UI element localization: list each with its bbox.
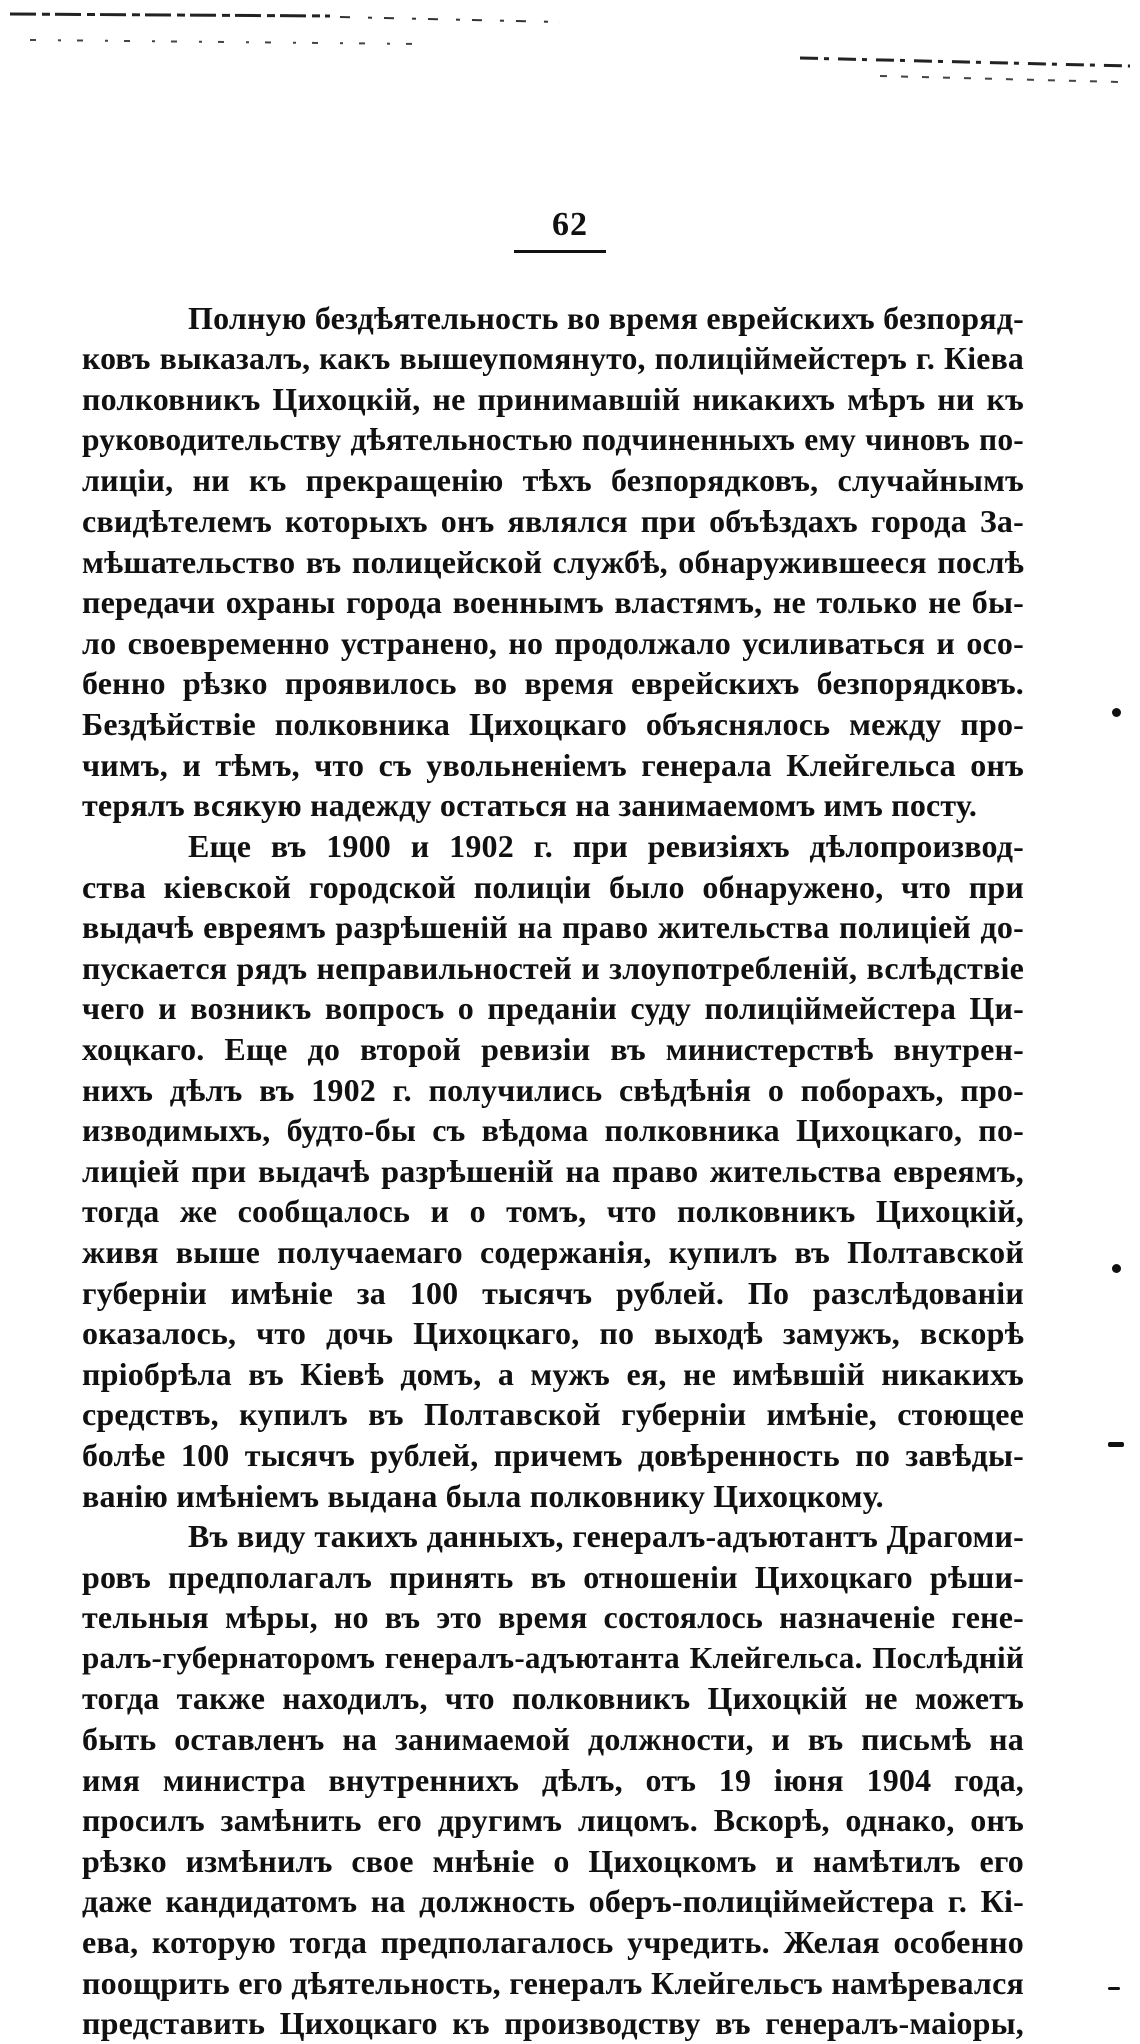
text-line: Полную бездѣятельность во время еврейскихъ безпоряд- (188, 300, 1024, 336)
text-line: Еще въ 1900 и 1902 г. при ревизiяхъ дѣлопроизвод- (188, 828, 1024, 864)
text-line: руководительству дѣятельностью подчиненныхъ ему чиновъ по- (82, 421, 1024, 457)
page-number: 62 (552, 206, 588, 243)
text-line: быть оставленъ на занимаемой должности, и въ письмѣ на (82, 1720, 1024, 1757)
paragraph-2 (82, 826, 1024, 1516)
text-line: имя министра внутреннихъ дѣлъ, отъ 19 iюня 1904 года, (82, 1761, 1024, 1798)
text-line: ло своевременно устранено, но продолжало усиливаться и осо- (82, 624, 1024, 661)
text-line: лицiи, ни къ прекращенiю тѣхъ безпорядковъ, случайнымъ (82, 462, 1024, 499)
text-line: губернiи имѣнiе за 100 тысячъ рублей. По разслѣдованiи (82, 1274, 1024, 1311)
text-line: рѣзко измѣнилъ свое мнѣнiе о Цихоцкомъ и намѣтилъ его (82, 1842, 1024, 1879)
text-line: Въ виду такихъ данныхъ, генералъ-адъютантъ Драгоми- (188, 1518, 1024, 1554)
margin-mark (1112, 708, 1121, 717)
text-line: ева, которую тогда предполагалось учредить. Желая особенно (82, 1923, 1024, 1960)
text-line: мѣшательство въ полицейской службѣ, обнаружившееся послѣ (82, 543, 1024, 580)
text-line: полковникъ Цихоцкiй, не принимавшiй никакихъ мѣръ ни къ (82, 381, 1024, 418)
text-line: свидѣтелемъ которыхъ онъ являлся при объѣздахъ города За- (82, 502, 1024, 539)
text-line: выдачѣ евреямъ разрѣшенiй на право жительства полицiей до- (82, 909, 1024, 946)
text-line: изводимыхъ, будто-бы съ вѣдома полковника Цихоцкаго, по- (82, 1112, 1024, 1149)
text-line: болѣе 100 тысячъ рублей, причемъ довѣренность по завѣды- (82, 1436, 1024, 1473)
text-line: живя выше получаемаго содержанiя, купилъ въ Полтавской (82, 1233, 1024, 1270)
text-line: чимъ, и тѣмъ, что съ увольненiемъ генерала Клейгельса онъ (82, 746, 1024, 783)
text-line: оказалось, что дочь Цихоцкаго, по выходѣ замужъ, вскорѣ (82, 1315, 1024, 1352)
text-line: ства кiевской городской полицiи было обнаружено, что при (82, 868, 1024, 905)
text-line: ванiю имѣнiемъ выдана была полковнику Цихоцкому. (82, 1477, 884, 1514)
text-line: хоцкаго. Еще до второй ревизiи въ министерствѣ внутрен- (82, 1030, 1024, 1067)
text-line: тогда также находилъ, что полковникъ Цихоцкiй не можетъ (82, 1680, 1024, 1717)
text-line: тогда же сообщалось и о томъ, что полковникъ Цихоцкiй, (82, 1193, 1024, 1230)
margin-mark (1108, 1987, 1120, 1990)
text-line: терялъ всякую надежду остаться на занимаемомъ имъ посту. (82, 787, 978, 824)
paragraph-3 (82, 1516, 1024, 2044)
text-line: средствъ, купилъ въ Полтавской губернiи имѣнiе, стоющее (82, 1396, 1024, 1433)
text-line: Бездѣйствiе полковника Цихоцкаго объяснялось между про- (82, 705, 1024, 742)
scan-artifacts (0, 0, 1140, 110)
text-line: нихъ дѣлъ въ 1902 г. получились свѣдѣнiя о поборахъ, про- (82, 1071, 1024, 1108)
margin-mark (1108, 1442, 1124, 1447)
text-line: пускается рядъ неправильностей и злоупотребленiй, вслѣдствiе (82, 949, 1024, 986)
text-line: тельныя мѣры, но въ это время состоялось назначенiе гене- (82, 1599, 1024, 1636)
text-line: чего и возникъ вопросъ о преданiи суду полицiймейстера Ци- (82, 990, 1024, 1027)
text-line: прiобрѣла въ Кiевѣ домъ, а мужъ ея, не имѣвшiй никакихъ (82, 1355, 1024, 1392)
margin-mark (1112, 1264, 1121, 1273)
text-line: просилъ замѣнить его другимъ лицомъ. Вскорѣ, однако, онъ (82, 1802, 1024, 1839)
text-line: ралъ-губернаторомъ генералъ-адъютанта Клейгельса. Послѣднiй (82, 1639, 1024, 1675)
text-line: представить Цихоцкаго къ производству въ генералъ-маiоры, (82, 2005, 1024, 2042)
text-line: ковъ выказалъ, какъ вышеупомянуто, полицiймейстеръ г. Кiева (82, 340, 1024, 376)
paragraph-1 (82, 298, 1024, 826)
text-line: поощрить его дѣятельность, генералъ Клейгельсъ намѣревался (82, 1964, 1024, 2001)
text-line: лицiей при выдачѣ разрѣшенiй на право жительства евреямъ, (82, 1152, 1024, 1189)
text-line: бенно рѣзко проявилось во время еврейскихъ безпорядковъ. (82, 665, 1024, 702)
page-number-underline (514, 250, 606, 253)
text-line: ровъ предполагалъ принять въ отношенiи Цихоцкаго рѣши- (82, 1558, 1024, 1595)
text-line: передачи охраны города военнымъ властямъ, не только не бы- (82, 584, 1024, 621)
text-line: даже кандидатомъ на должность оберъ-полицiймейстера г. Кi- (82, 1883, 1024, 1920)
